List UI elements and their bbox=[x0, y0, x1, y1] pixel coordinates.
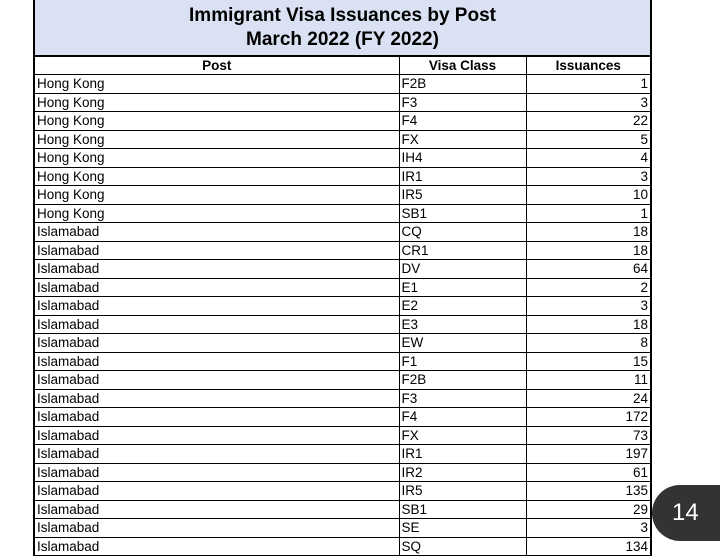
cell-post: Islamabad bbox=[35, 426, 399, 445]
page-number-badge[interactable]: 14 bbox=[652, 485, 720, 541]
cell-issuances: 1 bbox=[526, 75, 650, 94]
cell-issuances: 172 bbox=[526, 408, 650, 427]
cell-visa-class: FX bbox=[399, 426, 526, 445]
cell-issuances: 24 bbox=[526, 389, 650, 408]
cell-issuances: 197 bbox=[526, 445, 650, 464]
cell-post: Hong Kong bbox=[35, 149, 399, 168]
table-body bbox=[35, 75, 650, 556]
cell-post: Islamabad bbox=[35, 519, 399, 538]
cell-post: Hong Kong bbox=[35, 167, 399, 186]
cell-post: Hong Kong bbox=[35, 186, 399, 205]
cell-issuances: 18 bbox=[526, 223, 650, 242]
cell-issuances: 10 bbox=[526, 186, 650, 205]
cell-issuances: 15 bbox=[526, 352, 650, 371]
cell-post: Islamabad bbox=[35, 223, 399, 242]
cell-post: Islamabad bbox=[35, 445, 399, 464]
table-row bbox=[35, 315, 650, 334]
cell-post: Hong Kong bbox=[35, 112, 399, 131]
cell-visa-class: E2 bbox=[399, 297, 526, 316]
cell-post: Hong Kong bbox=[35, 93, 399, 112]
cell-visa-class: IR1 bbox=[399, 445, 526, 464]
cell-issuances: 5 bbox=[526, 130, 650, 149]
column-header-issuances: Issuances bbox=[526, 57, 650, 75]
cell-issuances: 8 bbox=[526, 334, 650, 353]
table-row bbox=[35, 112, 650, 131]
cell-issuances: 3 bbox=[526, 93, 650, 112]
cell-visa-class: F3 bbox=[399, 93, 526, 112]
cell-post: Islamabad bbox=[35, 278, 399, 297]
cell-visa-class: CR1 bbox=[399, 241, 526, 260]
cell-visa-class: SB1 bbox=[399, 500, 526, 519]
cell-post: Islamabad bbox=[35, 463, 399, 482]
cell-visa-class: F4 bbox=[399, 408, 526, 427]
table-row bbox=[35, 500, 650, 519]
cell-post: Islamabad bbox=[35, 371, 399, 390]
table-row bbox=[35, 186, 650, 205]
table-row bbox=[35, 426, 650, 445]
cell-visa-class: IH4 bbox=[399, 149, 526, 168]
cell-issuances: 1 bbox=[526, 204, 650, 223]
cell-post: Islamabad bbox=[35, 315, 399, 334]
table-row bbox=[35, 297, 650, 316]
cell-issuances: 3 bbox=[526, 167, 650, 186]
table-row bbox=[35, 75, 650, 94]
cell-post: Islamabad bbox=[35, 334, 399, 353]
cell-issuances: 18 bbox=[526, 315, 650, 334]
table-row bbox=[35, 334, 650, 353]
cell-issuances: 11 bbox=[526, 371, 650, 390]
cell-visa-class: F3 bbox=[399, 389, 526, 408]
table-row bbox=[35, 223, 650, 242]
cell-issuances: 134 bbox=[526, 537, 650, 556]
table-row bbox=[35, 130, 650, 149]
cell-post: Islamabad bbox=[35, 260, 399, 279]
table-row bbox=[35, 241, 650, 260]
cell-post: Islamabad bbox=[35, 352, 399, 371]
cell-issuances: 29 bbox=[526, 500, 650, 519]
cell-post: Islamabad bbox=[35, 408, 399, 427]
document-sheet bbox=[33, 0, 652, 556]
header-row bbox=[35, 57, 650, 75]
cell-issuances: 22 bbox=[526, 112, 650, 131]
table-row bbox=[35, 149, 650, 168]
cell-issuances: 2 bbox=[526, 278, 650, 297]
cell-visa-class: CQ bbox=[399, 223, 526, 242]
cell-issuances: 3 bbox=[526, 519, 650, 538]
cell-visa-class: SE bbox=[399, 519, 526, 538]
column-header-visa-class: Visa Class bbox=[399, 57, 526, 75]
cell-visa-class: F2B bbox=[399, 371, 526, 390]
table-row bbox=[35, 352, 650, 371]
cell-post: Islamabad bbox=[35, 500, 399, 519]
cell-issuances: 73 bbox=[526, 426, 650, 445]
cell-post: Hong Kong bbox=[35, 204, 399, 223]
cell-visa-class: FX bbox=[399, 130, 526, 149]
cell-visa-class: F2B bbox=[399, 75, 526, 94]
cell-visa-class: F4 bbox=[399, 112, 526, 131]
table-row bbox=[35, 93, 650, 112]
cell-issuances: 3 bbox=[526, 297, 650, 316]
table-row bbox=[35, 167, 650, 186]
cell-post: Hong Kong bbox=[35, 130, 399, 149]
title-line-1: Immigrant Visa Issuances by Post bbox=[189, 4, 496, 26]
cell-visa-class: SQ bbox=[399, 537, 526, 556]
table-row bbox=[35, 482, 650, 501]
table-row bbox=[35, 371, 650, 390]
title-line-2: March 2022 (FY 2022) bbox=[246, 28, 439, 50]
cell-visa-class: DV bbox=[399, 260, 526, 279]
cell-visa-class: SB1 bbox=[399, 204, 526, 223]
cell-visa-class: EW bbox=[399, 334, 526, 353]
cell-issuances: 61 bbox=[526, 463, 650, 482]
cell-post: Islamabad bbox=[35, 297, 399, 316]
cell-visa-class: IR2 bbox=[399, 463, 526, 482]
cell-visa-class: IR1 bbox=[399, 167, 526, 186]
cell-visa-class: IR5 bbox=[399, 186, 526, 205]
issuances-table bbox=[35, 57, 650, 556]
table-row bbox=[35, 260, 650, 279]
table-row bbox=[35, 408, 650, 427]
cell-visa-class: E1 bbox=[399, 278, 526, 297]
table-row bbox=[35, 278, 650, 297]
table-row bbox=[35, 519, 650, 538]
cell-visa-class: IR5 bbox=[399, 482, 526, 501]
cell-issuances: 4 bbox=[526, 149, 650, 168]
table-row bbox=[35, 445, 650, 464]
table-row bbox=[35, 537, 650, 556]
title-banner bbox=[35, 0, 650, 57]
cell-visa-class: E3 bbox=[399, 315, 526, 334]
cell-issuances: 18 bbox=[526, 241, 650, 260]
cell-post: Islamabad bbox=[35, 389, 399, 408]
cell-post: Islamabad bbox=[35, 482, 399, 501]
cell-post: Islamabad bbox=[35, 537, 399, 556]
table-row bbox=[35, 204, 650, 223]
column-header-post: Post bbox=[35, 57, 399, 75]
table-row bbox=[35, 389, 650, 408]
cell-issuances: 64 bbox=[526, 260, 650, 279]
cell-post: Islamabad bbox=[35, 241, 399, 260]
cell-visa-class: F1 bbox=[399, 352, 526, 371]
cell-issuances: 135 bbox=[526, 482, 650, 501]
table-row bbox=[35, 463, 650, 482]
cell-post: Hong Kong bbox=[35, 75, 399, 94]
